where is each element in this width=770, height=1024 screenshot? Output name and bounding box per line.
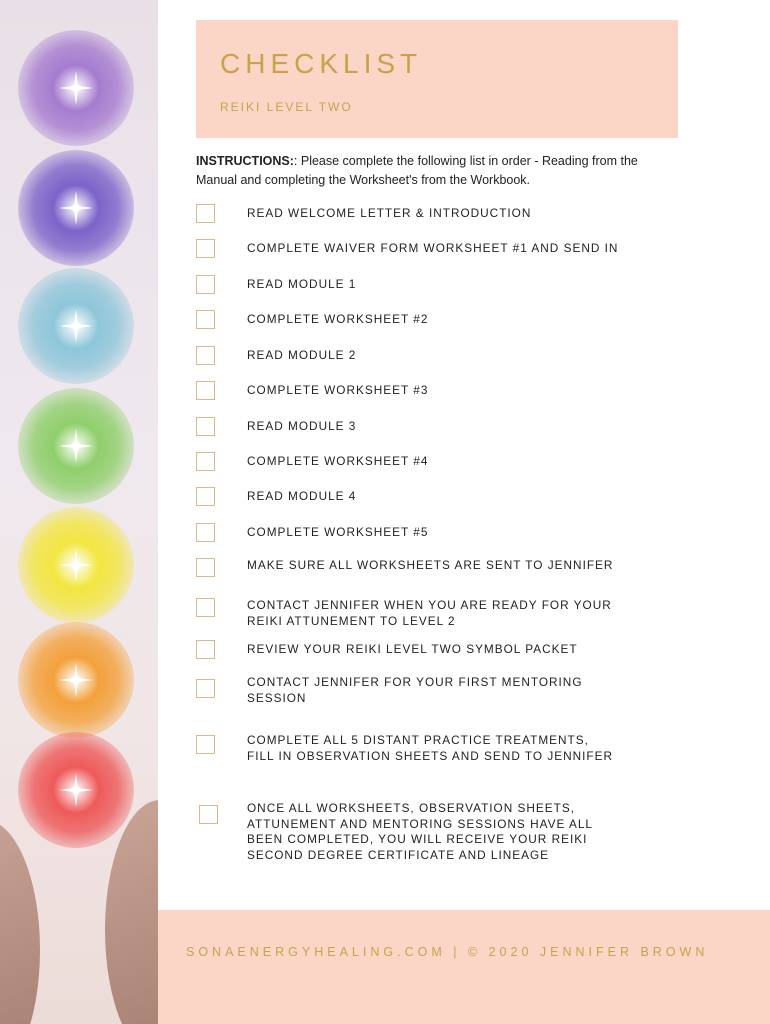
footer-banner: [158, 910, 770, 1024]
checkbox[interactable]: [196, 204, 215, 223]
checkbox[interactable]: [196, 640, 215, 659]
checklist-item-label: CONTACT JENNIFER FOR YOUR FIRST MENTORING SESSION: [247, 675, 583, 705]
page-title: CHECKLIST: [220, 48, 423, 79]
checklist-item-label: MAKE SURE ALL WORKSHEETS ARE SENT TO JENNIFER: [247, 558, 614, 572]
checkbox[interactable]: [196, 346, 215, 365]
sparkle-icon: [59, 663, 93, 697]
sparkle-icon: [59, 309, 93, 343]
checkbox[interactable]: [196, 679, 215, 698]
checklist-item-label: COMPLETE WORKSHEET #3: [247, 383, 429, 397]
checklist-item-label: COMPLETE WORKSHEET #5: [247, 525, 429, 539]
page-subtitle: REIKI LEVEL TWO: [220, 100, 353, 114]
left-hand-illustration: [0, 820, 40, 1024]
checklist-item-label: CONTACT JENNIFER WHEN YOU ARE READY FOR YOUR REIKI ATTUNEMENT TO LEVEL 2: [247, 598, 612, 628]
checkbox[interactable]: [196, 381, 215, 400]
checkbox[interactable]: [199, 805, 218, 824]
checklist-item-label: COMPLETE WORKSHEET #2: [247, 312, 429, 326]
sparkle-icon: [59, 773, 93, 807]
checklist-item-label: READ MODULE 2: [247, 348, 357, 362]
sparkle-icon: [59, 71, 93, 105]
instructions: [196, 152, 671, 190]
sparkle-icon: [59, 429, 93, 463]
sparkle-icon: [59, 191, 93, 225]
checkbox[interactable]: [196, 558, 215, 577]
checkbox[interactable]: [196, 523, 215, 542]
chakra-side-image: [0, 0, 158, 1024]
checkbox[interactable]: [196, 598, 215, 617]
checkbox[interactable]: [196, 275, 215, 294]
checkbox[interactable]: [196, 310, 215, 329]
footer-text: SONAENERGYHEALING.COM | © 2020 JENNIFER BROWN: [186, 945, 709, 959]
checklist-item-label: COMPLETE ALL 5 DISTANT PRACTICE TREATMENTS, FILL IN OBSERVATION SHEETS AND SEND TO JENNIFER: [247, 733, 614, 763]
checklist-item-label: COMPLETE WORKSHEET #4: [247, 454, 429, 468]
checklist-item-label: ONCE ALL WORKSHEETS, OBSERVATION SHEETS, ATTUNEMENT AND MENTORING SESSIONS HAVE ALL BEEN COMPLETED, YOU WILL RECEIVE YOUR REIKI SECOND DEGREE CERTIFICATE AND LINEAGE: [247, 801, 593, 862]
checklist-item-label: READ MODULE 3: [247, 419, 357, 433]
checklist-item-label: READ WELCOME LETTER & INTRODUCTION: [247, 206, 532, 220]
instructions-label: INSTRUCTIONS:: [196, 154, 294, 168]
header-banner: [196, 20, 678, 138]
checklist-item-label: READ MODULE 4: [247, 489, 357, 503]
checkbox[interactable]: [196, 239, 215, 258]
checkbox[interactable]: [196, 487, 215, 506]
checklist-item-label: READ MODULE 1: [247, 277, 357, 291]
checklist-item-label: REVIEW YOUR REIKI LEVEL TWO SYMBOL PACKET: [247, 642, 578, 656]
sparkle-icon: [59, 548, 93, 582]
checkbox[interactable]: [196, 417, 215, 436]
checklist-item-label: COMPLETE WAIVER FORM WORKSHEET #1 AND SEND IN: [247, 241, 619, 255]
checkbox[interactable]: [196, 452, 215, 471]
instructions-text: : Please complete the following list in order - Reading from the Manual and completing the Worksheet's from the Workbook.: [196, 154, 638, 187]
checkbox[interactable]: [196, 735, 215, 754]
